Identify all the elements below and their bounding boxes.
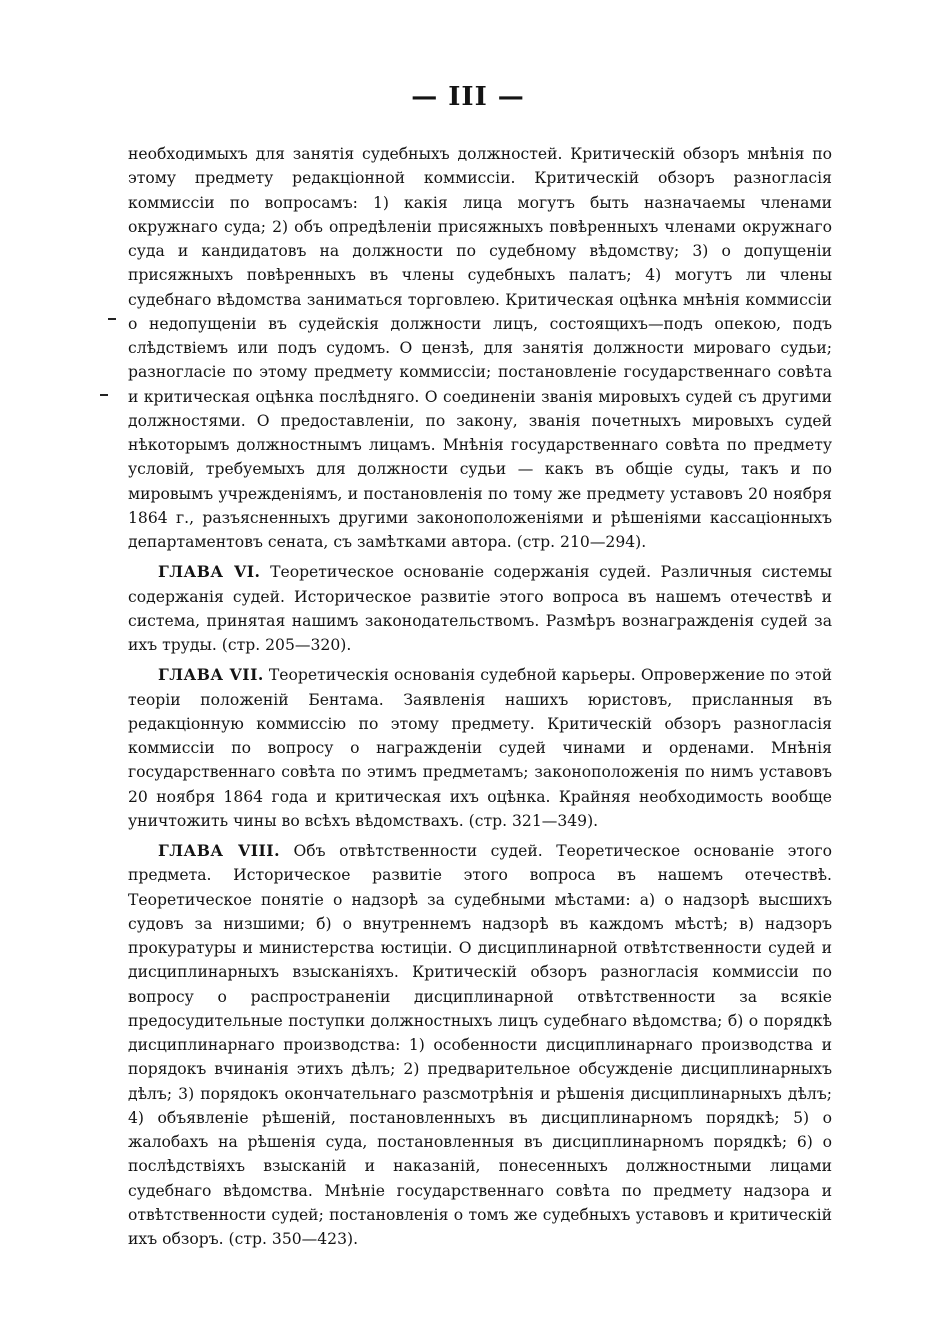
paragraph-text: необходимыхъ для занятія судебныхъ должностей. Критическій обзоръ мнѣнія по этому предмету редакціонной коммиссіи. Критическій обзоръ разногласія коммиссіи по вопросамъ: 1) какія лица могутъ быть назначаемы членами окружнаго суда; 2) объ опредѣленіи присяжныхъ повѣренныхъ членами окружнаго суда и кандидатовъ на должности по судебному вѣдомству; 3) о допущеніи присяжныхъ повѣренныхъ въ члены судебныхъ палатъ; 4) могутъ ли члены судебнаго вѣдомства заниматься торговлею. Критическая оцѣнка мнѣнія коммиссіи о недопущеніи въ судейскія должности лицъ, состоящихъ—подъ опекою, подъ слѣдствіемъ или подъ судомъ. О цензѣ, для занятія должности мироваго судьи; разногласіе по этому предмету коммиссіи; постановленіе государственнаго совѣта и критическая оцѣнка послѣдняго. О соединеніи званія мировыхъ судей съ другими должностями. О предоставленіи, по закону, званія почетныхъ мировыхъ судей нѣкоторымъ должностнымъ лицамъ. Мнѣнія государственнаго совѣта по предмету условій, требуемыхъ для должности судьи — какъ въ общіе суды, такъ и по мировымъ учрежденіямъ, и постановленія по тому же предмету уставовъ 20 ноября 1864 г., разъясненныхъ другими законоположеніями и рѣшеніями кассаціонныхъ департаментовъ сената, съ замѣтками автора. (стр. 210—294). [128,145,832,551]
margin-mark [108,318,116,320]
paragraph-text: Теоретическія основанія судебной карьеры. Опровержение по этой теоріи положеній Бентама. Заявленія нашихъ юристовъ, присланныя въ редакціонную коммиссію по этому предмету. Критическій обзоръ разногласія коммиссіи по вопросу о награжденіи судей чинами и орденами. Мнѣнія государственнаго совѣта по этимъ предметамъ; законоположенія по нимъ уставовъ 20 ноября 1864 года и критическая ихъ оцѣнка. Крайняя необходимость вообще уничтожить чины во всѣхъ вѣдомствахъ. (стр. 321—349). [128,666,832,830]
paragraph-continuation [128,142,832,554]
paragraph-chapter-8 [128,839,832,1251]
chapter-heading: ГЛАВА VII. [158,665,264,685]
page-number: — III — [411,82,525,112]
margin-mark [100,394,108,396]
chapter-heading: ГЛАВА VI. [158,562,261,582]
paragraph-chapter-7 [128,663,832,833]
paragraph-text: Объ отвѣтственности судей. Теоретическое основаніе этого предмета. Историческое развитіе этого вопроса въ нашемъ отечествѣ. Теоретическое понятіе о надзорѣ за судебными мѣстами: а) о надзорѣ высшихъ судовъ за низшими; б) о внутреннемъ надзорѣ въ каждомъ мѣстѣ; в) надзоръ прокуратуры и министерства юстиціи. О дисциплинарной отвѣтственности судей и дисциплинарныхъ взысканіяхъ. Критическій обзоръ разногласія коммиссіи по вопросу о распространеніи дисциплинарной отвѣтственности за всякіе предосудительные поступки должностныхъ лицъ судебнаго вѣдомства; б) о порядкѣ дисциплинарнаго производства: 1) особенности дисциплинарнаго производства и порядокъ вчинанія этихъ дѣлъ; 2) предварительное обсужденіе дисциплинарныхъ дѣлъ; 3) порядокъ окончательнаго разсмотрѣнія и рѣшенія дисциплинарныхъ дѣлъ; 4) объявленіе рѣшеній, постановленныхъ въ дисциплинарномъ порядкѣ; 5) о жалобахъ на рѣшенія суда, постановленныя въ дисциплинарномъ порядкѣ; 6) о послѣдствіяхъ взысканій и наказаній, понесенныхъ должностными лицами судебнаго вѣдомства. Мнѣніе государственнаго совѣта по предмету надзора и отвѣтственности судей; постановленія о томъ же судебныхъ уставовъ и критическій ихъ обзоръ. (стр. 350—423). [128,842,832,1248]
paragraph-text: Теоретическое основаніе содержанія судей. Различныя системы содержанія судей. Историческое развитіе этого вопроса въ нашемъ отечествѣ и система, принятая нашимъ законодательствомъ. Размѣръ вознагражденія судей за ихъ труды. (стр. 205—320). [128,563,833,654]
paragraph-chapter-6 [128,560,832,657]
chapter-heading: ГЛАВА VIII. [158,841,281,860]
text-body [128,142,832,1257]
